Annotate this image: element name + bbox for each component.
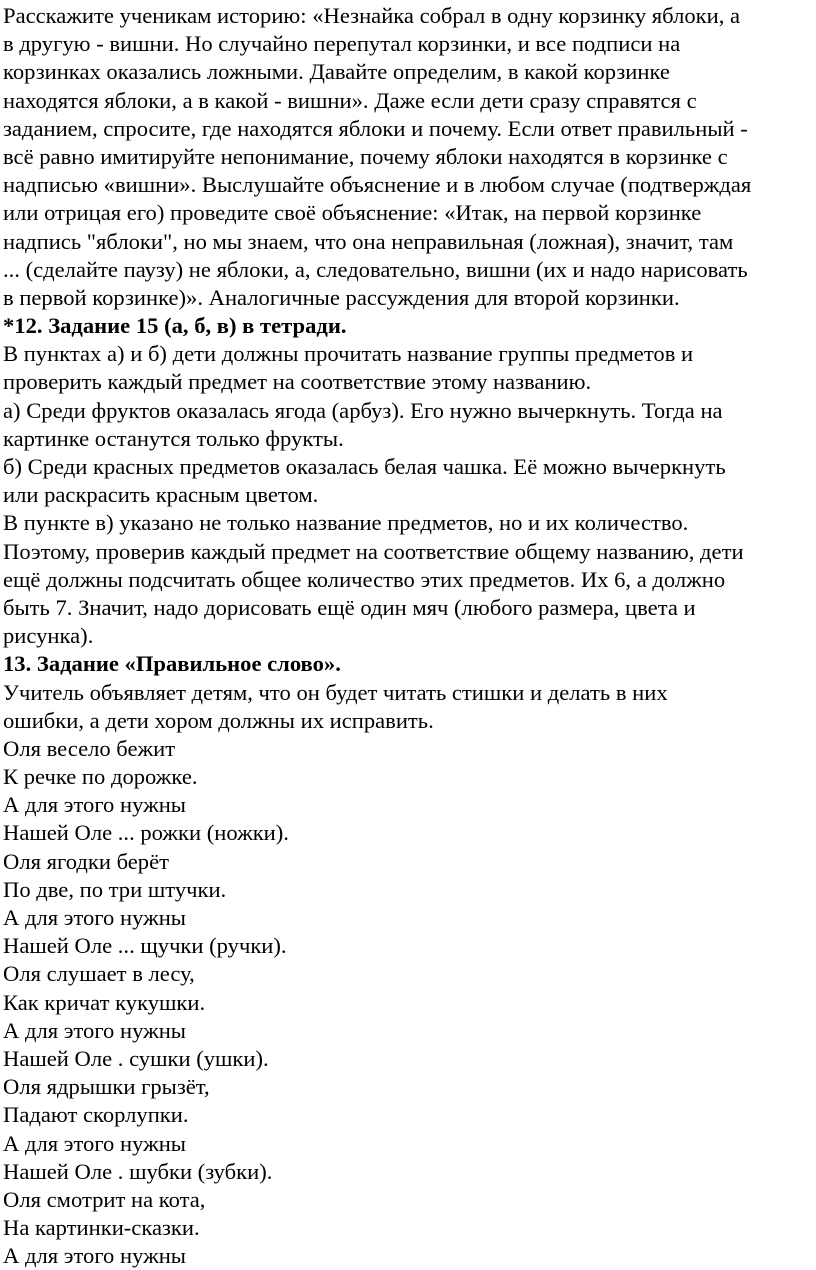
text-line: Поэтому, проверив каждый предмет на соответствие общему названию, дети xyxy=(3,538,810,566)
text-line: В пунктах а) и б) дети должны прочитать название группы предметов и xyxy=(3,340,810,368)
poem-line: К речке по дорожке. xyxy=(3,763,810,791)
heading-text: 13. Задание «Правильное слово». xyxy=(3,650,810,678)
text-line: ещё должны подсчитать общее количество этих предметов. Их 6, а должно xyxy=(3,566,810,594)
section-heading-13 xyxy=(3,650,810,678)
text-line: в другую - вишни. Но случайно перепутал корзинки, и все подписи на xyxy=(3,30,810,58)
poem-line: Как кричат кукушки. xyxy=(3,989,810,1017)
text-line: быть 7. Значит, надо дорисовать ещё один мяч (любого размера, цвета и xyxy=(3,594,810,622)
text-line: В пункте в) указано не только название предметов, но и их количество. xyxy=(3,509,810,537)
text-line: всё равно имитируйте непонимание, почему яблоки находятся в корзинке с xyxy=(3,143,810,171)
text-line: проверить каждый предмет на соответствие этому названию. xyxy=(3,368,810,396)
intro-paragraph xyxy=(3,2,810,312)
text-line: рисунка). xyxy=(3,622,810,650)
text-line: ... (сделайте паузу) не яблоки, а, следовательно, вишни (их и надо нарисовать xyxy=(3,256,810,284)
poem-line: Падают скорлупки. xyxy=(3,1101,810,1129)
poem-line: На картинки-сказки. xyxy=(3,1214,810,1242)
poem-line: А для этого нужны xyxy=(3,1130,810,1158)
poem-line: Оля весело бежит xyxy=(3,735,810,763)
poem-line: Нашей Оле ... рожки (ножки). xyxy=(3,819,810,847)
text-line: картинке останутся только фрукты. xyxy=(3,425,810,453)
poem-line: По две, по три штучки. xyxy=(3,876,810,904)
text-line: надпись "яблоки", но мы знаем, что она неправильная (ложная), значит, там xyxy=(3,228,810,256)
poem-line: Оля слушает в лесу, xyxy=(3,960,810,988)
text-line: или раскрасить красным цветом. xyxy=(3,481,810,509)
text-line: Учитель объявляет детям, что он будет читать стишки и делать в них xyxy=(3,679,810,707)
text-line: корзинках оказались ложными. Давайте определим, в какой корзинке xyxy=(3,58,810,86)
poem-line: А для этого нужны xyxy=(3,1242,810,1270)
task-13-paragraph xyxy=(3,679,810,1270)
task-12-paragraph xyxy=(3,340,810,650)
poem-line: А для этого нужны xyxy=(3,791,810,819)
poem-line: Нашей Оле . сушки (ушки). xyxy=(3,1045,810,1073)
text-line: находятся яблоки, а в какой - вишни». Даже если дети сразу справятся с xyxy=(3,87,810,115)
poem-line: Нашей Оле . шубки (зубки). xyxy=(3,1158,810,1186)
section-heading-12 xyxy=(3,312,810,340)
text-line: ошибки, а дети хором должны их исправить. xyxy=(3,707,810,735)
text-line: в первой корзинке)». Аналогичные рассуждения для второй корзинки. xyxy=(3,284,810,312)
text-line: б) Среди красных предметов оказалась белая чашка. Её можно вычеркнуть xyxy=(3,453,810,481)
poem-line: А для этого нужны xyxy=(3,904,810,932)
text-line: заданием, спросите, где находятся яблоки и почему. Если ответ правильный - xyxy=(3,115,810,143)
text-line: или отрицая его) проведите своё объяснение: «Итак, на первой корзинке xyxy=(3,199,810,227)
poem-line: Нашей Оле ... щучки (ручки). xyxy=(3,932,810,960)
heading-text: *12. Задание 15 (а, б, в) в тетради. xyxy=(3,312,810,340)
text-line: а) Среди фруктов оказалась ягода (арбуз). Его нужно вычеркнуть. Тогда на xyxy=(3,397,810,425)
text-line: надписью «вишни». Выслушайте объяснение и в любом случае (подтверждая xyxy=(3,171,810,199)
poem-line: Оля ядрышки грызёт, xyxy=(3,1073,810,1101)
poem-line: Оля смотрит на кота, xyxy=(3,1186,810,1214)
text-line: Расскажите ученикам историю: «Незнайка собрал в одну корзинку яблоки, а xyxy=(3,2,810,30)
poem-line: Оля ягодки берёт xyxy=(3,848,810,876)
poem-line: А для этого нужны xyxy=(3,1017,810,1045)
